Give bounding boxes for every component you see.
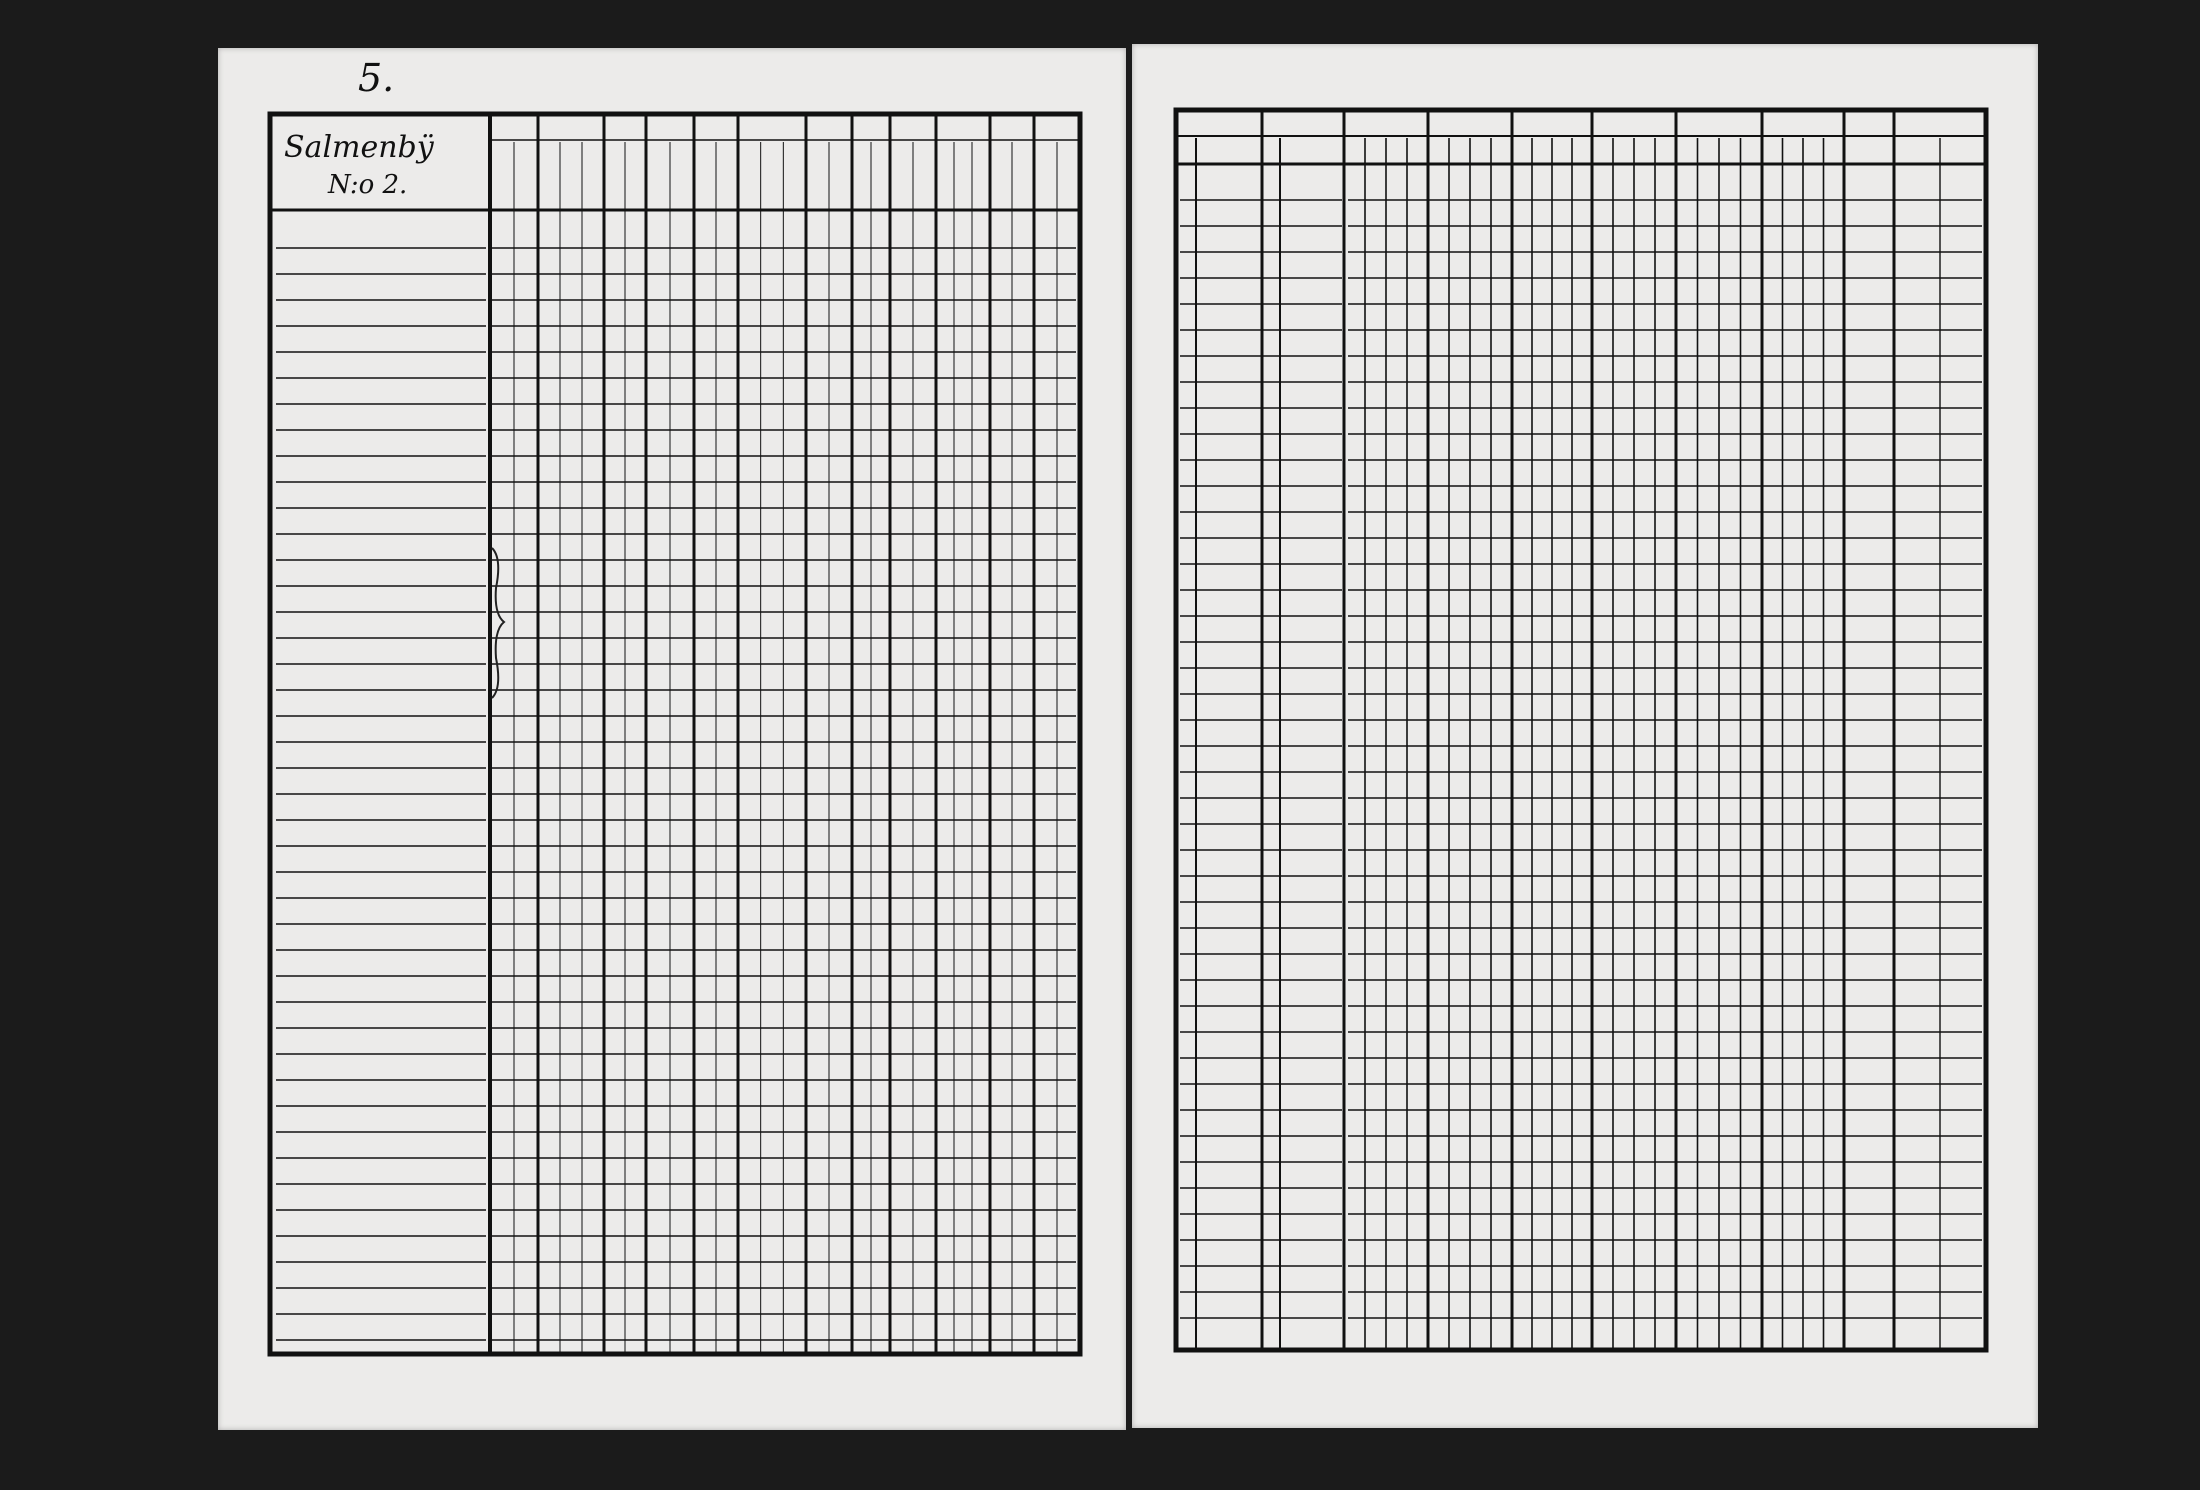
page-number: 5. (358, 56, 395, 100)
village-title: Salmenbÿ (284, 130, 434, 165)
right-ledger-grid (1132, 44, 2038, 1428)
family-brace (492, 548, 504, 698)
left-page (218, 48, 1126, 1430)
right-page (1132, 44, 2038, 1428)
left-ledger-grid (218, 48, 1126, 1430)
house-number: N:o 2. (328, 170, 408, 200)
right-table-border (1176, 110, 1986, 1350)
